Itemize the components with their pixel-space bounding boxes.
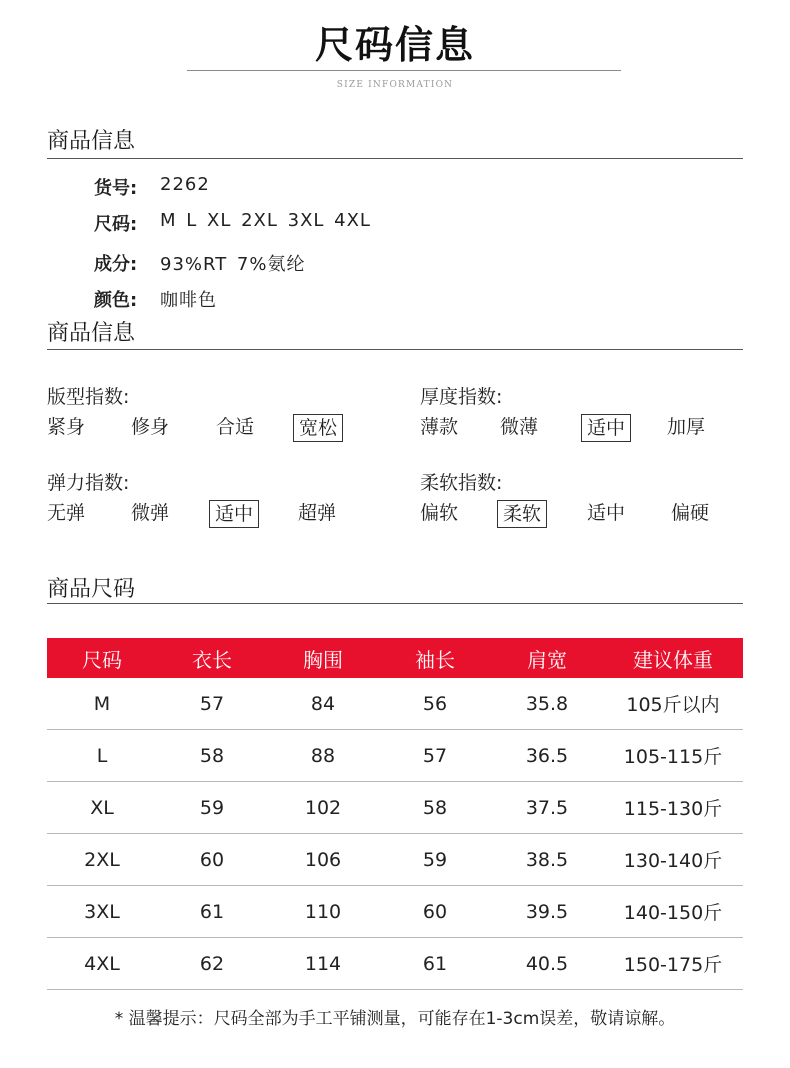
cell-length: 61 — [157, 886, 267, 938]
cell-shoulder: 39.5 — [491, 886, 603, 938]
cell-weight: 105斤以内 — [603, 678, 743, 730]
cell-chest: 88 — [267, 730, 379, 782]
softness-option-firm: 偏硬 — [671, 502, 710, 524]
table-row — [47, 938, 743, 990]
thickness-option-thin: 薄款 — [420, 416, 459, 438]
cell-shoulder: 36.5 — [491, 730, 603, 782]
cell-chest: 102 — [267, 782, 379, 834]
product-info-divider — [47, 158, 743, 159]
table-row — [47, 782, 743, 834]
item-number-value: 2262 — [160, 174, 210, 195]
cell-weight: 105-115斤 — [603, 730, 743, 782]
fit-index-title: 版型指数: — [47, 386, 130, 408]
fit-option-loose-selected: 宽松 — [293, 414, 343, 442]
cell-weight: 150-175斤 — [603, 938, 743, 990]
softness-option-soft-selected: 柔软 — [497, 500, 547, 528]
composition-label: 成分: — [94, 254, 138, 275]
indices-divider — [47, 349, 743, 350]
cell-size: 3XL — [47, 886, 157, 938]
thickness-index-title: 厚度指数: — [420, 386, 503, 408]
cell-sleeve: 58 — [379, 782, 491, 834]
cell-size: M — [47, 678, 157, 730]
stretch-option-none: 无弹 — [47, 502, 86, 524]
cell-chest: 84 — [267, 678, 379, 730]
col-header-length: 衣长 — [157, 638, 267, 678]
table-row — [47, 834, 743, 886]
size-table-divider — [47, 603, 743, 604]
page-title: 尺码信息 — [314, 23, 475, 67]
thickness-option-thick: 加厚 — [667, 416, 706, 438]
title-divider — [187, 70, 621, 71]
product-info-heading: 商品信息 — [47, 129, 136, 154]
stretch-option-high: 超弹 — [298, 502, 337, 524]
table-row — [47, 730, 743, 782]
cell-weight: 130-140斤 — [603, 834, 743, 886]
cell-length: 60 — [157, 834, 267, 886]
stretch-option-slight: 微弹 — [131, 502, 170, 524]
cell-sleeve: 59 — [379, 834, 491, 886]
fit-option-tight: 紧身 — [47, 416, 86, 438]
cell-size: 4XL — [47, 938, 157, 990]
thickness-option-slightly-thin: 微薄 — [500, 416, 539, 438]
cell-chest: 106 — [267, 834, 379, 886]
col-header-shoulder: 肩宽 — [491, 638, 603, 678]
cell-weight: 140-150斤 — [603, 886, 743, 938]
cell-sleeve: 56 — [379, 678, 491, 730]
size-table-header-row — [47, 638, 743, 678]
composition-value: 93%RT 7%氨纶 — [160, 254, 306, 275]
table-row — [47, 678, 743, 730]
size-table — [47, 638, 743, 990]
cell-shoulder: 40.5 — [491, 938, 603, 990]
fit-option-slim: 修身 — [131, 416, 170, 438]
page-subtitle: SIZE INFORMATION — [336, 80, 454, 90]
color-value: 咖啡色 — [160, 290, 217, 311]
softness-option-softish: 偏软 — [420, 502, 459, 524]
cell-length: 58 — [157, 730, 267, 782]
cell-shoulder: 37.5 — [491, 782, 603, 834]
col-header-sleeve: 袖长 — [379, 638, 491, 678]
cell-size: XL — [47, 782, 157, 834]
cell-length: 57 — [157, 678, 267, 730]
cell-length: 62 — [157, 938, 267, 990]
sizes-value: M L XL 2XL 3XL 4XL — [160, 210, 371, 231]
cell-weight: 115-130斤 — [603, 782, 743, 834]
cell-shoulder: 35.8 — [491, 678, 603, 730]
softness-option-medium: 适中 — [587, 502, 626, 524]
cell-chest: 110 — [267, 886, 379, 938]
cell-sleeve: 57 — [379, 730, 491, 782]
thickness-option-medium-selected: 适中 — [581, 414, 631, 442]
cell-shoulder: 38.5 — [491, 834, 603, 886]
cell-size: L — [47, 730, 157, 782]
col-header-size: 尺码 — [47, 638, 157, 678]
indices-heading: 商品信息 — [47, 321, 136, 346]
cell-sleeve: 60 — [379, 886, 491, 938]
stretch-option-medium-selected: 适中 — [209, 500, 259, 528]
measurement-note: * 温馨提示：尺码全部为手工平铺测量，可能存在1-3cm误差，敬请谅解。 — [114, 1009, 676, 1029]
col-header-weight: 建议体重 — [603, 638, 743, 678]
cell-chest: 114 — [267, 938, 379, 990]
table-row — [47, 886, 743, 938]
cell-length: 59 — [157, 782, 267, 834]
fit-option-regular: 合适 — [216, 416, 255, 438]
cell-size: 2XL — [47, 834, 157, 886]
size-table-heading: 商品尺码 — [47, 577, 136, 602]
col-header-chest: 胸围 — [267, 638, 379, 678]
cell-sleeve: 61 — [379, 938, 491, 990]
item-number-label: 货号: — [94, 178, 138, 199]
color-label: 颜色: — [94, 290, 138, 311]
softness-index-title: 柔软指数: — [420, 472, 503, 494]
sizes-label: 尺码: — [94, 214, 138, 235]
stretch-index-title: 弹力指数: — [47, 472, 130, 494]
